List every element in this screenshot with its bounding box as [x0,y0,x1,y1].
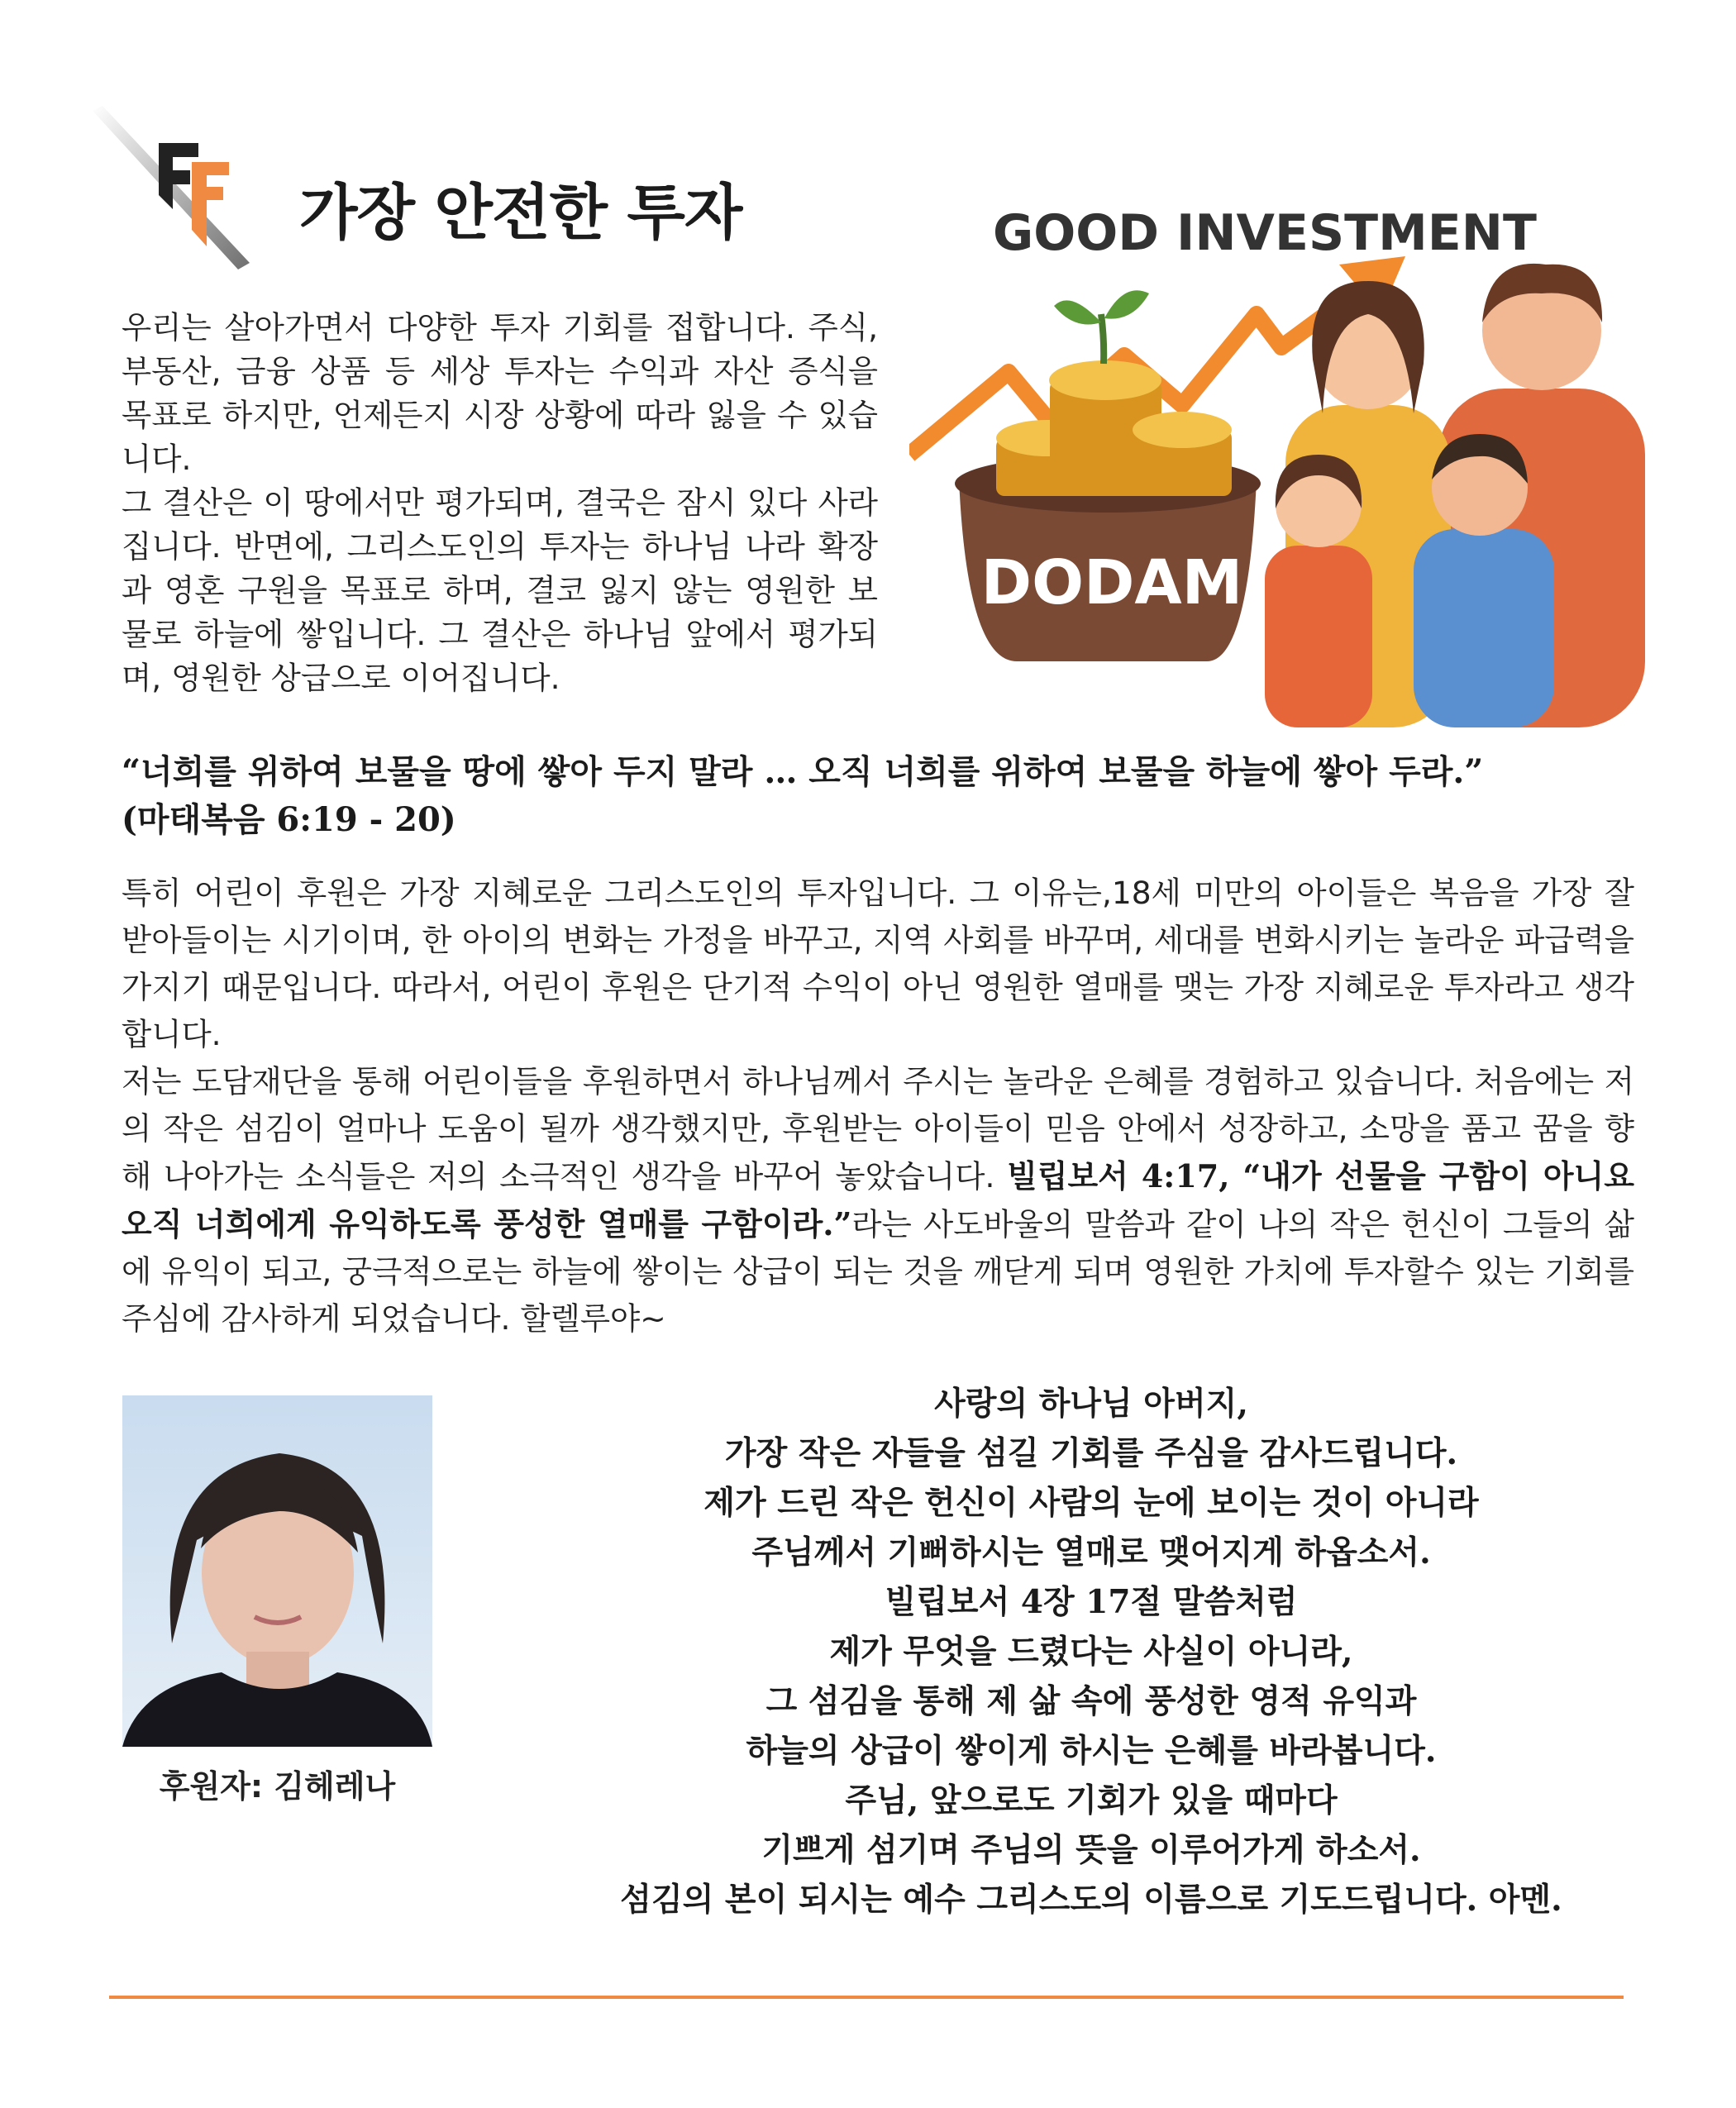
story-paragraph [122,1058,1634,1343]
story-text [122,870,1634,1343]
prayer-line: 주님께서 기뻐하시는 열매로 맺어지게 하옵소서. [751,1533,1431,1571]
story-text-start: 저는 도담재단을 통해 어린이들을 후원하면서 하나님께서 주시는 놀라운 은혜를 경험하고 있습니다. 처음에는 저의 작은 섬김이 얼마나 도움이 될까 생각했지만, 후원받는 아이들이 믿음 안에서 성장하고, 소망을 품고 꿈을 향해 나아가는 소식들은 저의 소극적인 생각을 바꾸어 놓았습니다. [122,1063,1634,1195]
prayer-line: 제가 무엇을 드렸다는 사실이 아니라, [829,1633,1353,1671]
page-title: 가장 안전한 투자 [299,178,742,248]
family-icon [1265,264,1645,727]
prayer-line: 가장 작은 자들을 섬길 기회를 주심을 감사드립니다. [724,1434,1458,1472]
scripture-quote [122,748,1676,844]
prayer-line: 주님, 앞으로도 기회가 있을 때마다 [845,1781,1338,1819]
intro-paragraph: 우리는 살아가면서 다양한 투자 기회를 접합니다. 주식, 부동산, 금융 상품 등 세상 투자는 수익과 자산 증식을 목표로 하지만, 언제든지 시장 상황에 따라 잃을 수 있습니다. [122,309,878,477]
good-investment-illustration [909,198,1670,727]
intro-paragraph: 그 결산은 이 땅에서만 평가되며, 결국은 잠시 있다 사라집니다. 반면에, 그리스도인의 투자는 하나님 나라 확장과 영혼 구원을 목표로 하며, 결코 잃지 않는 영원한 보물로 하늘에 쌓입니다. 그 결산은 하나님 앞에서 평가되며, 영원한 상급으로 이어집니다. [122,484,878,696]
prayer-block [446,1379,1736,1924]
verse-text: “너희를 위하여 보물을 땅에 쌓아 두지 말라 … 오직 너희를 위하여 보물을 하늘에 쌓아 두라.” [122,752,1484,791]
sprout-icon [1054,290,1149,364]
illustration-banner: GOOD INVESTMENT [993,204,1537,262]
sponsor-caption: 후원자: 김헤레나 [159,1768,396,1805]
story-bold-verse: 빌립보서 4:17, “내가 선물을 구함이 아니요 오직 너희에게 유익하도록 풍성한 열매를 구함이라.” [122,1157,1634,1242]
prayer-line: 하늘의 상급이 쌓이게 하시는 은혜를 바라봅니다. [746,1732,1437,1770]
basket-label: DODAM [980,547,1243,618]
story-paragraph: 특히 어린이 후원은 가장 지혜로운 그리스도인의 투자입니다. 그 이유는,18세 미만의 아이들은 복음을 가장 잘 받아들이는 시기이며, 한 아이의 변화는 가정을 바꾸고, 지역 사회를 바꾸며, 세대를 변화시키는 놀라운 파급력을 가지기 때문입니다. 따라서, 어린이 후원은 단기적 수익이 아닌 영원한 열매를 맺는 가장 지혜로운 투자라고 생각합니다. [122,875,1634,1052]
footer-divider [109,1996,1624,1999]
prayer-line: 그 섬김을 통해 제 삶 속에 풍성한 영적 유익과 [765,1682,1417,1720]
prayer-line: 빌립보서 4장 17절 말씀처럼 [885,1583,1298,1621]
prayer-line: 제가 드린 작은 헌신이 사람의 눈에 보이는 것이 아니라 [703,1484,1479,1522]
section-logo-icon [93,106,266,271]
sponsor-photo [122,1395,432,1747]
verse-reference: (마태복음 6:19 - 20) [122,800,456,839]
prayer-line: 기쁘게 섬기며 주님의 뜻을 이루어가게 하소서. [761,1831,1421,1869]
prayer-line: 섬김의 본이 되시는 예수 그리스도의 이름으로 기도드립니다. 아멘. [620,1881,1562,1919]
prayer-line: 사랑의 하나님 아버지, [934,1385,1248,1423]
intro-text [122,306,878,700]
story-text-end: 라는 사도바울의 말씀과 같이 나의 작은 헌신이 그들의 삶에 유익이 되고, 궁극적으로는 하늘에 쌓이는 상급이 되는 것을 깨닫게 되며 영원한 가치에 투자할수 있는 기회를 주심에 감사하게 되었습니다. 할렐루야~ [122,1206,1634,1337]
